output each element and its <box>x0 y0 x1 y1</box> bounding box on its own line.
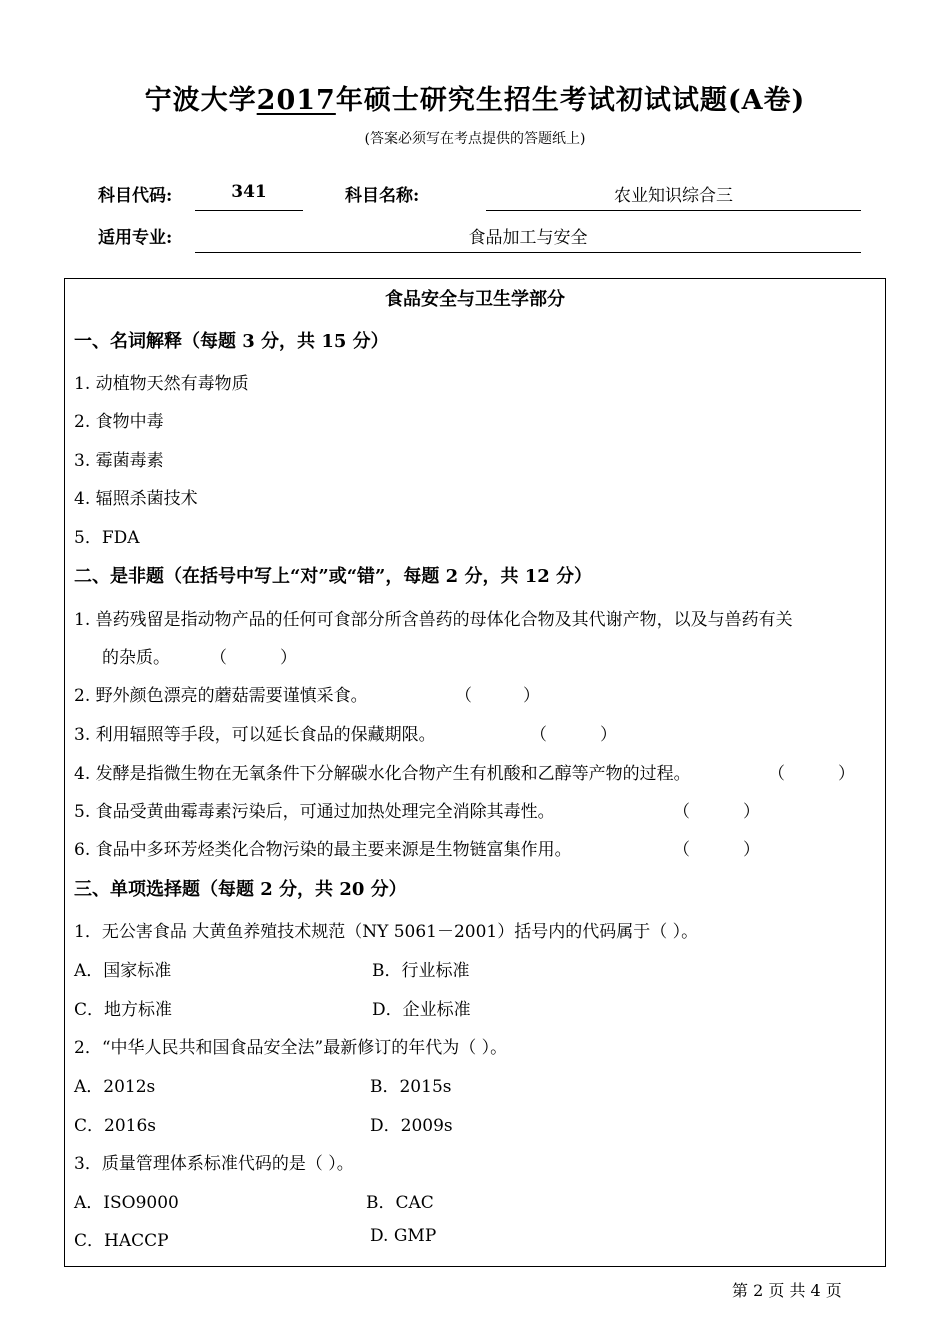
section2-q2: 2. 野外颜色漂亮的蘑菇需要谨慎采食。 <box>74 686 368 706</box>
major-label: 适用专业: <box>98 228 173 248</box>
section1-item: 2. 食物中毒 <box>74 412 164 432</box>
answer-bracket-close: ） <box>743 840 760 860</box>
section2-q1-line1: 1. 兽药残留是指动物产品的任何可食部分所含兽药的母体化合物及其代谢产物，以及与兽药有关 <box>74 610 793 630</box>
section3-q1-option-d: D．企业标准 <box>372 1000 471 1020</box>
subject-code-underline <box>195 210 303 211</box>
section3-q2-option-d: D．2009s <box>370 1116 453 1136</box>
subject-name-label: 科目名称: <box>345 186 420 206</box>
answer-bracket-close: ） <box>838 764 855 784</box>
title-suffix: 年硕士研究生招生考试初试试题(A卷) <box>335 85 806 116</box>
section1-item: 3. 霉菌毒素 <box>74 451 164 471</box>
section2-q6: 6. 食品中多环芳烃类化合物污染的最主要来源是生物链富集作用。 <box>74 840 572 860</box>
section3-title: 三、单项选择题（每题 2 分，共 20 分） <box>74 879 407 900</box>
section3-q3-option-d: D. GMP <box>370 1226 437 1246</box>
section2-q3: 3. 利用辐照等手段，可以延长食品的保藏期限。 <box>74 725 436 745</box>
section3-q1-option-b: B．行业标准 <box>372 961 470 981</box>
page-number: 第 2 页 共 4 页 <box>732 1281 842 1300</box>
section3-q3: 3．质量管理体系标准代码的是（ ）。 <box>74 1154 354 1174</box>
subject-code-label: 科目代码: <box>98 186 173 206</box>
answer-bracket-close: ） <box>600 725 617 745</box>
answer-bracket-close: ） <box>280 648 297 668</box>
section3-q1-option-a: A．国家标准 <box>74 961 172 981</box>
section1-title: 一、名词解释（每题 3 分，共 15 分） <box>74 331 389 352</box>
title-prefix: 宁波大学 <box>144 85 257 116</box>
section3-q2-option-c: C．2016s <box>74 1116 156 1136</box>
section2-title: 二、是非题（在括号中写上“对”或“错”，每题 2 分，共 12 分） <box>74 566 593 587</box>
exam-subtitle: (答案必须写在考点提供的答题纸上) <box>364 131 586 147</box>
answer-bracket-open: （ <box>768 764 785 784</box>
section3-q2-option-a: A．2012s <box>74 1077 156 1097</box>
answer-bracket-open: （ <box>530 725 547 745</box>
section3-q2-option-b: B．2015s <box>370 1077 452 1097</box>
answer-bracket-open: （ <box>673 802 690 822</box>
section3-q1: 1．无公害食品 大黄鱼养殖技术规范（NY 5061－2001）括号内的代码属于（ ）。 <box>74 922 699 942</box>
answer-bracket-open: （ <box>673 840 690 860</box>
section1-item: 1. 动植物天然有毒物质 <box>74 374 249 394</box>
answer-bracket-close: ） <box>743 802 760 822</box>
subject-code: 341 <box>231 182 267 202</box>
major-underline <box>195 252 861 253</box>
section1-item: 4. 辐照杀菌技术 <box>74 489 198 509</box>
answer-bracket-open: （ <box>455 686 472 706</box>
section3-q3-option-a: A．ISO9000 <box>74 1193 179 1213</box>
answer-bracket-close: ） <box>523 686 540 706</box>
part-title: 食品安全与卫生学部分 <box>385 289 565 310</box>
section3-q2: 2．“中华人民共和国食品安全法”最新修订的年代为（ ）。 <box>74 1038 508 1058</box>
subject-name-underline <box>486 210 861 211</box>
title-year: 2017 <box>256 85 336 116</box>
section3-q3-option-c: C．HACCP <box>74 1231 169 1251</box>
subject-name: 农业知识综合三 <box>614 186 733 206</box>
section2-q1-line2: 的杂质。 <box>102 648 170 668</box>
section3-q1-option-c: C．地方标准 <box>74 1000 173 1020</box>
section2-q4: 4. 发酵是指微生物在无氧条件下分解碳水化合物产生有机酸和乙醇等产物的过程。 <box>74 764 691 784</box>
section3-q3-option-b: B．CAC <box>366 1193 434 1213</box>
major-name: 食品加工与安全 <box>468 228 588 248</box>
answer-bracket-open: （ <box>210 648 227 668</box>
section2-q5: 5. 食品受黄曲霉毒素污染后，可通过加热处理完全消除其毒性。 <box>74 802 555 822</box>
section1-item: 5．FDA <box>74 528 140 548</box>
exam-title <box>0 78 950 117</box>
